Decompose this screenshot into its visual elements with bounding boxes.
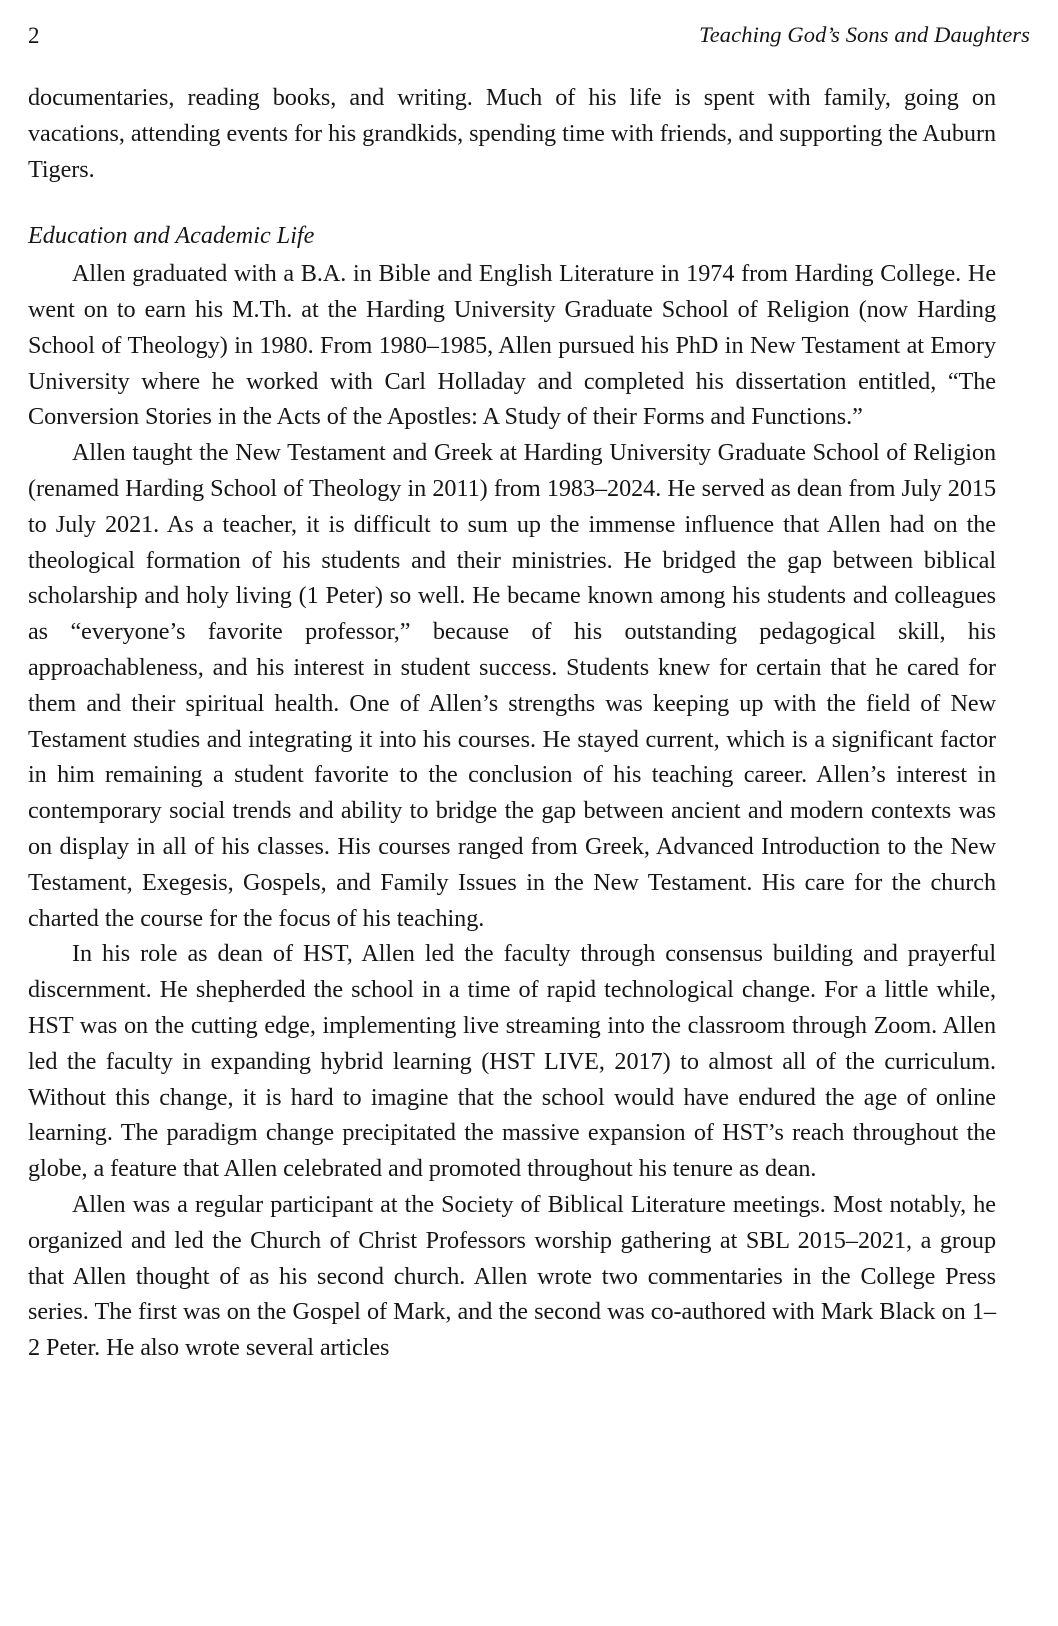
page-number: 2 xyxy=(28,22,40,48)
spacer-before-heading xyxy=(28,187,996,218)
paragraph-continuation: documentaries, reading books, and writing. Much of his life is spent with family, going on vacations, attending events for his grandkids, spending time with friends, and supporting the Auburn Tigers. xyxy=(28,84,996,183)
running-title: Teaching God’s Sons and Daughters xyxy=(699,22,1030,47)
running-head xyxy=(28,18,1030,52)
paragraph-teaching: Allen taught the New Testament and Greek at Harding University Graduate School of Religion (renamed Harding School of Theology in 2011) from 1983–2024. He served as dean from July 2015 to July 2021. As a teacher, it is difficult to sum up the immense influence that Allen had on the theological formation of his students and their ministries. He bridged the gap between biblical scholarship and holy living (1 Peter) so well. He became known among his students and colleagues as “everyone’s favorite professor,” because of his outstanding pedagogical skill, his approachableness, and his interest in student success. Students knew for certain that he cared for them and their spiritual health. One of Allen’s strengths was keeping up with the field of New Testament studies and integrating it into his courses. He stayed current, which is a significant factor in him remaining a student favorite to the conclusion of his teaching career. Allen’s interest in contemporary social trends and ability to bridge the gap between ancient and modern contexts was on display in all of his classes. His courses ranged from Greek, Advanced Introduction to the New Testament, Exegesis, Gospels, and Family Issues in the New Testament. His care for the church charted the course for the focus of his teaching. xyxy=(28,439,996,932)
body-text-column xyxy=(28,80,996,1366)
paragraph-sbl: Allen was a regular participant at the Society of Biblical Literature meetings. Most notably, he organized and led the Church of Christ Professors worship gathering at SBL 2015–2021, a group that Allen thought of as his second church. Allen wrote two commentaries in the College Press series. The first was on the Gospel of Mark, and the second was co-authored with Mark Black on 1–2 Peter. He also wrote several articles xyxy=(28,1190,996,1362)
paragraph-dean-role: In his role as dean of HST, Allen led the faculty through consensus building and prayerful discernment. He shepherded the school in a time of rapid technological change. For a little while, HST was on the cutting edge, implementing live streaming into the classroom through Zoom. Allen led the faculty in expanding hybrid learning (HST LIVE, 2017) to almost all of the curriculum. Without this change, it is hard to imagine that the school would have endured the age of online learning. The paradigm change precipitated the massive expansion of HST’s reach throughout the globe, a feature that Allen celebrated and promoted throughout his tenure as dean. xyxy=(28,940,996,1183)
paragraph-education: Allen graduated with a B.A. in Bible and English Literature in 1974 from Harding College. He went on to earn his M.Th. at the Harding University Graduate School of Religion (now Harding School of Theology) in 1980. From 1980–1985, Allen pursued his PhD in New Testament at Emory University where he worked with Carl Holladay and completed his dissertation entitled, “The Conversion Stories in the Acts of the Apostles: A Study of their Forms and Functions.” xyxy=(28,260,996,431)
section-heading: Education and Academic Life xyxy=(28,222,315,250)
